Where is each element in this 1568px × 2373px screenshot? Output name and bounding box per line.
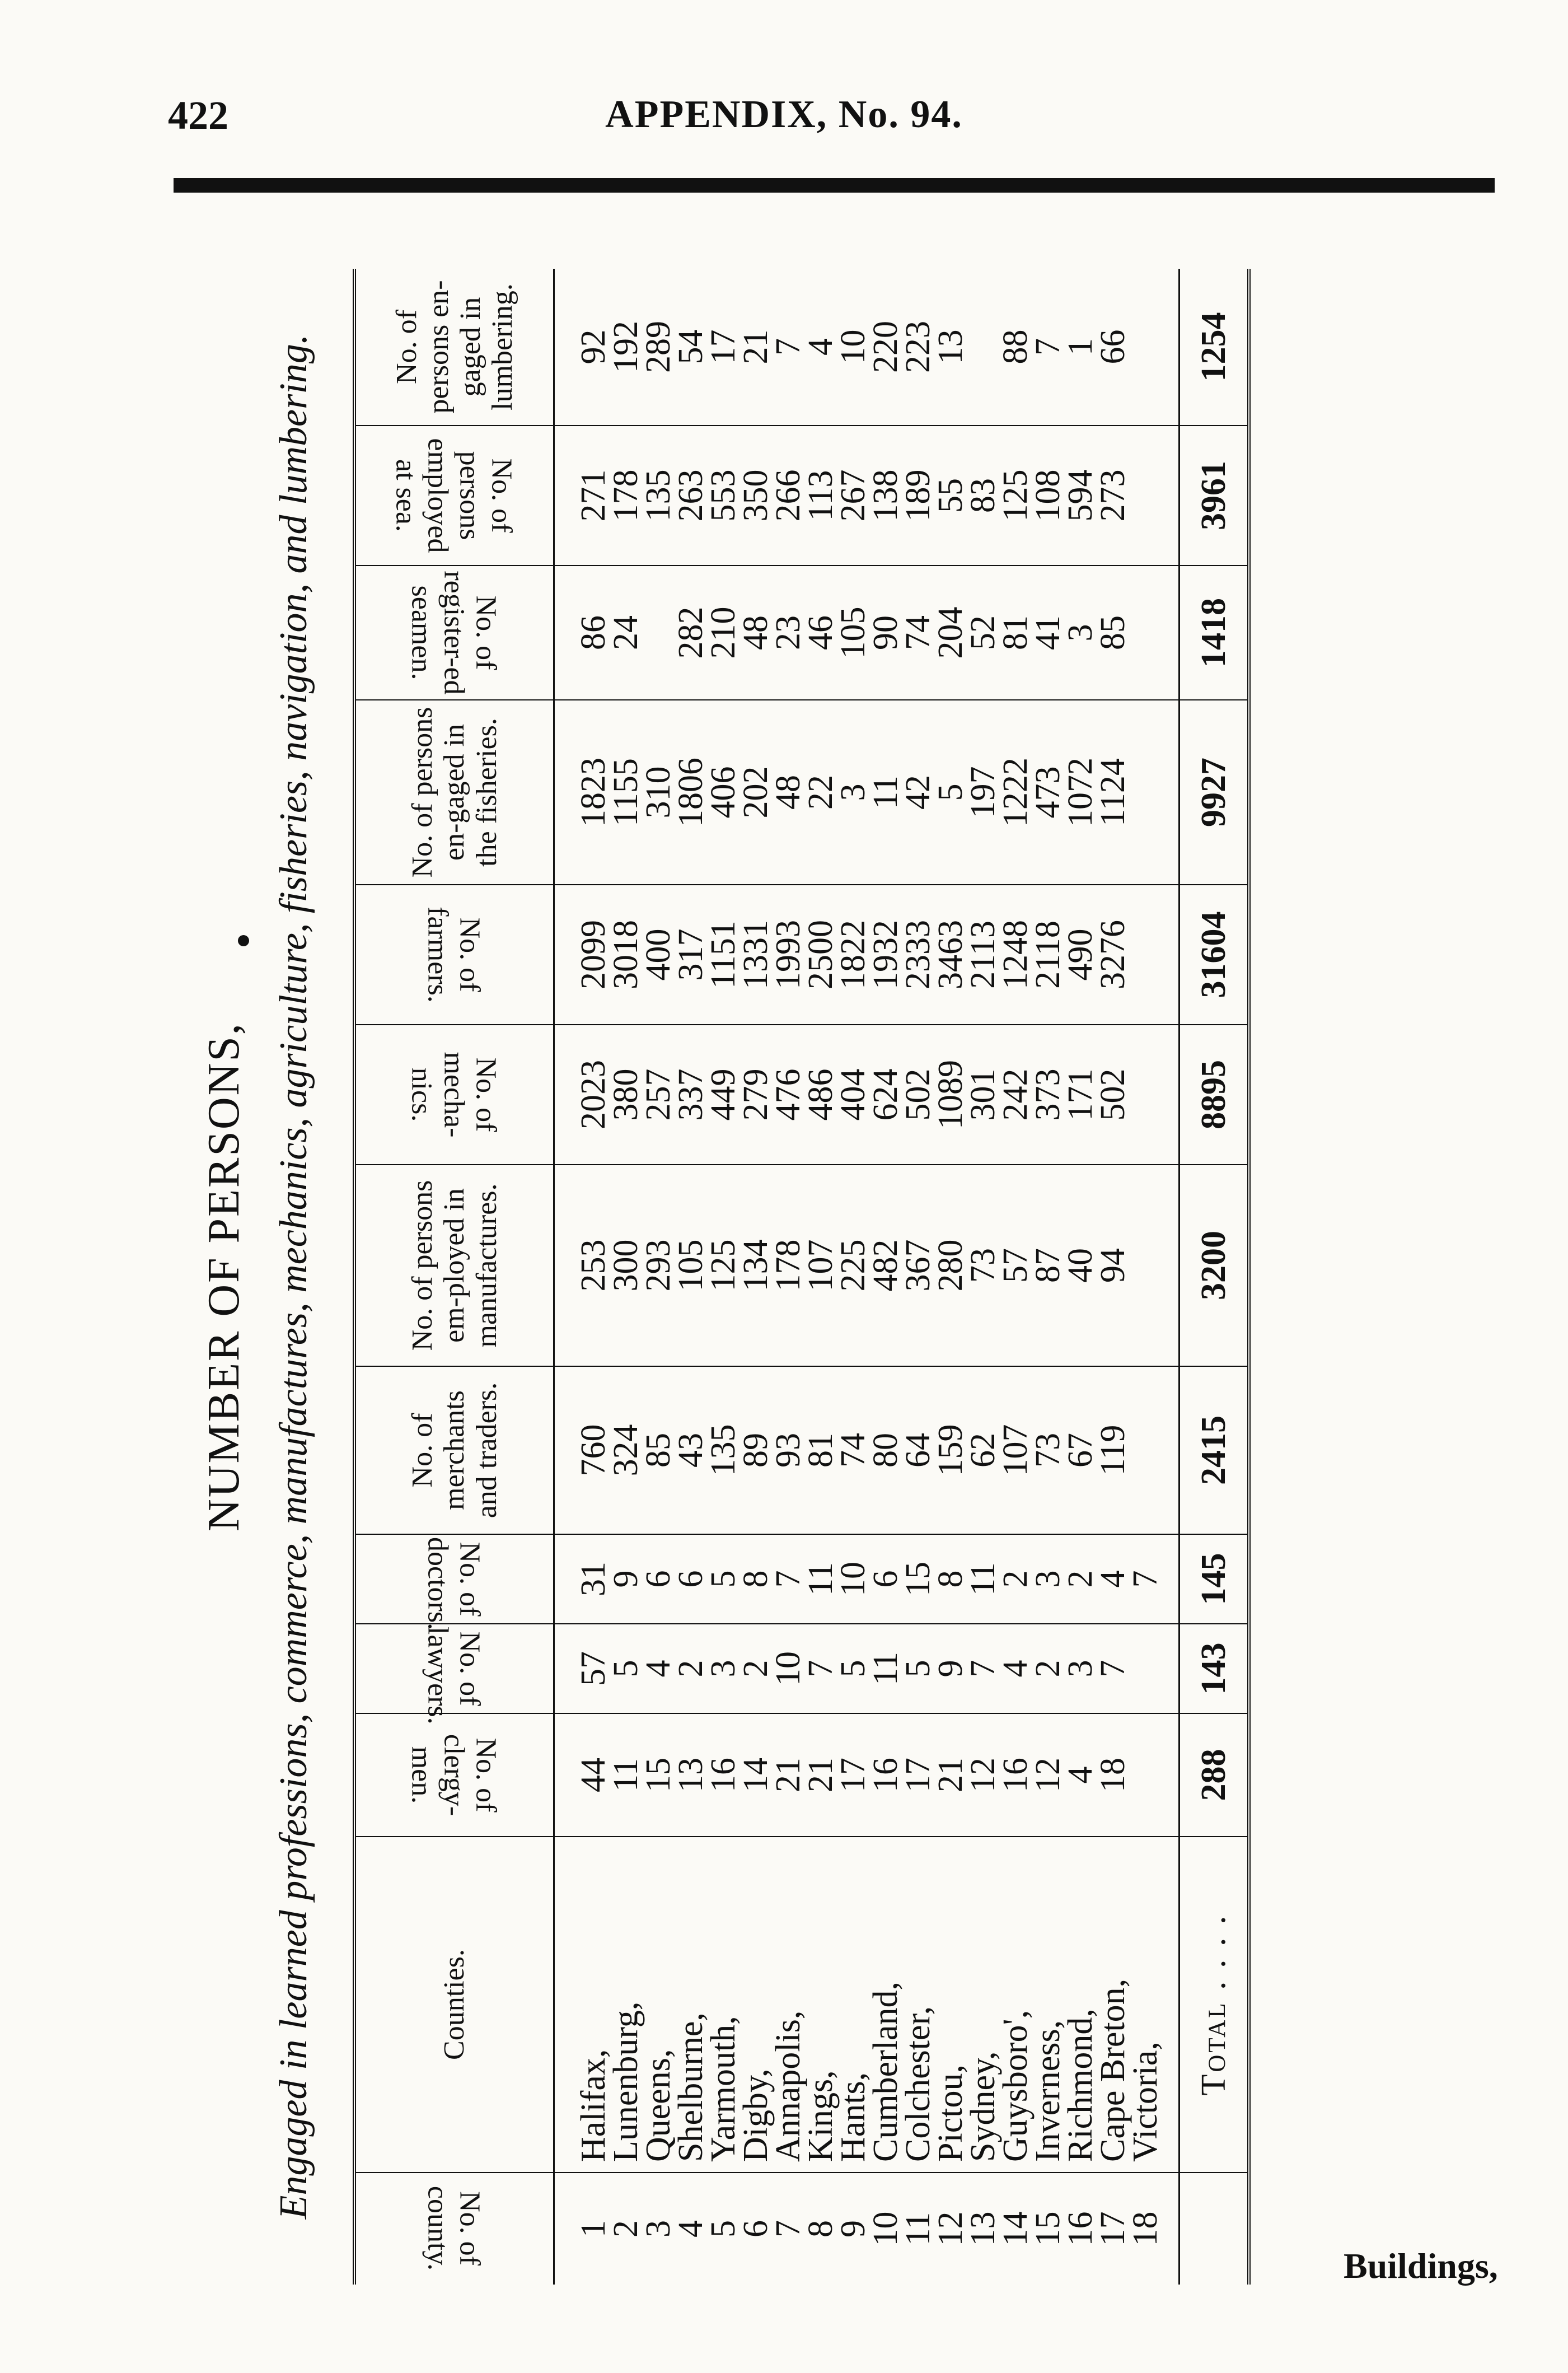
table-cell: 2113: [967, 885, 999, 1025]
table-cell: 267: [837, 426, 869, 566]
table-cell: 279: [739, 1025, 772, 1165]
table-cell: 74: [837, 1366, 869, 1534]
table-row: [739, 269, 772, 2285]
total-cell: 9927: [1179, 700, 1249, 885]
table-cell: 41: [1032, 566, 1064, 700]
table-cell: 2: [1032, 1624, 1064, 1713]
table-cell: 66: [1097, 269, 1129, 426]
table-cell: 134: [739, 1165, 772, 1366]
bullet-mark: [238, 935, 249, 946]
table-cell: 88: [999, 269, 1032, 426]
county-name-cell: Victoria,: [1129, 1837, 1179, 2173]
table-cell: 220: [869, 269, 902, 426]
table-row: [675, 269, 707, 2285]
total-cell: 3961: [1179, 426, 1249, 566]
table-cell: 1806: [675, 700, 707, 885]
county-number-cell: 9: [834, 2220, 872, 2237]
table-cell: [1129, 426, 1179, 566]
table-cell: 1993: [772, 885, 804, 1025]
table-cell: 90: [869, 566, 902, 700]
col-header-merchants: No. of merchants and traders.: [354, 1366, 554, 1534]
table-cell: 12: [967, 1713, 999, 1837]
county-number-cell: 11: [899, 2212, 937, 2246]
table-cell: 6: [642, 1534, 675, 1624]
table-cell: 3276: [1097, 885, 1129, 1025]
table-cell: 64: [902, 1366, 934, 1534]
table-cell: 178: [772, 1165, 804, 1366]
county-name-cell: Halifax,: [554, 1837, 610, 2173]
table-cell: 10: [837, 1534, 869, 1624]
table-cell: 40: [1064, 1165, 1097, 1366]
running-head: APPENDIX, No. 94.: [605, 93, 963, 136]
county-number-cell: 13: [964, 2211, 1002, 2246]
table-cell: 87: [1032, 1165, 1064, 1366]
table-cell: 48: [772, 700, 804, 885]
table-cell: 46: [804, 566, 837, 700]
table-cell: 125: [999, 426, 1032, 566]
table-cell: 17: [707, 269, 739, 426]
table-cell: 1: [1064, 269, 1097, 426]
table-cell: 7: [967, 1624, 999, 1713]
table-cell: [1129, 1165, 1179, 1366]
county-name-cell: Sydney,: [967, 1837, 999, 2173]
table-cell: 189: [902, 426, 934, 566]
table-cell: 273: [1097, 426, 1129, 566]
table-cell: 13: [934, 269, 967, 426]
county-name-cell: Queens,: [642, 1837, 675, 2173]
col-header-counties: Counties.: [354, 1837, 554, 2173]
table-cell: 31: [554, 1534, 610, 1624]
table-cell: 253: [554, 1165, 610, 1366]
table-cell: 197: [967, 700, 999, 885]
table-row: [610, 269, 642, 2285]
table-cell: 74: [902, 566, 934, 700]
county-number-cell: 16: [1061, 2211, 1099, 2246]
county-name-cell: Richmond,: [1064, 1837, 1097, 2173]
table-cell: 17: [902, 1713, 934, 1837]
table-cell: 204: [934, 566, 967, 700]
county-number-cell: 15: [1029, 2211, 1067, 2246]
table-row: [967, 269, 999, 2285]
table-cell: 42: [902, 700, 934, 885]
table-cell: 4: [1064, 1713, 1097, 1837]
table-cell: 400: [642, 885, 675, 1025]
county-number-cell: 8: [802, 2220, 840, 2237]
table-cell: 404: [837, 1025, 869, 1165]
table-cell: 113: [804, 426, 837, 566]
table-cell: 223: [902, 269, 934, 426]
table-cell: 57: [554, 1624, 610, 1713]
table-cell: 6: [675, 1534, 707, 1624]
total-cell: 31604: [1179, 885, 1249, 1025]
table-cell: 449: [707, 1025, 739, 1165]
table-cell: 266: [772, 426, 804, 566]
table-cell: 1823: [554, 700, 610, 885]
table-cell: 81: [804, 1366, 837, 1534]
table-cell: [1129, 1025, 1179, 1165]
col-header-lumbering: No. of persons en-gaged in lumbering.: [354, 269, 554, 426]
county-number-cell: 6: [737, 2220, 775, 2237]
col-header-lawyers: No. of lawyers.: [354, 1624, 554, 1713]
table-cell: 171: [1064, 1025, 1097, 1165]
table-cell: 21: [934, 1713, 967, 1837]
county-number-cell: 14: [996, 2211, 1035, 2246]
table-cell: 86: [554, 566, 610, 700]
table-cell: 3: [1064, 566, 1097, 700]
county-number-cell: 12: [932, 2211, 970, 2246]
table-cell: 1331: [739, 885, 772, 1025]
table-cell: 22: [804, 700, 837, 885]
county-number-cell: 2: [607, 2220, 645, 2237]
table-cell: 135: [642, 426, 675, 566]
table-cell: 5: [837, 1624, 869, 1713]
table-cell: 16: [707, 1713, 739, 1837]
col-header-clergymen: No. of clergy-men.: [354, 1713, 554, 1837]
table-cell: [1129, 1366, 1179, 1534]
county-name-cell: Cape Breton,: [1097, 1837, 1129, 2173]
county-name-cell: Pictou,: [934, 1837, 967, 2173]
table-cell: 263: [675, 426, 707, 566]
table-cell: 271: [554, 426, 610, 566]
table-cell: 282: [675, 566, 707, 700]
table-cell: 3018: [610, 885, 642, 1025]
table-cell: 3463: [934, 885, 967, 1025]
table-row: [999, 269, 1032, 2285]
rotated-table-region: [140, 269, 1472, 2285]
table-cell: 1822: [837, 885, 869, 1025]
table-cell: 406: [707, 700, 739, 885]
table-cell: 225: [837, 1165, 869, 1366]
table-cell: 55: [934, 426, 967, 566]
table-cell: 502: [1097, 1025, 1129, 1165]
table-row: [1129, 269, 1179, 2285]
table-cell: 760: [554, 1366, 610, 1534]
table-cell: 89: [739, 1366, 772, 1534]
table-row: [707, 269, 739, 2285]
total-cell: 1418: [1179, 566, 1249, 700]
table-cell: 192: [610, 269, 642, 426]
col-header-manufactures: No. of persons em-ployed in manufactures.: [354, 1165, 554, 1366]
table-cell: 4: [642, 1624, 675, 1713]
table-cell: 159: [934, 1366, 967, 1534]
table-cell: 5: [610, 1624, 642, 1713]
table-cell: 15: [642, 1713, 675, 1837]
table-cell: 280: [934, 1165, 967, 1366]
table-cell: 21: [739, 269, 772, 426]
table-cell: 80: [869, 1366, 902, 1534]
table-cell: 9: [934, 1624, 967, 1713]
table-cell: 138: [869, 426, 902, 566]
table-cell: 3: [837, 700, 869, 885]
county-name-cell: Cumberland,: [869, 1837, 902, 2173]
table-cell: 2118: [1032, 885, 1064, 1025]
table-cell: 73: [967, 1165, 999, 1366]
table-cell: 5: [707, 1534, 739, 1624]
table-cell: 81: [999, 566, 1032, 700]
table-row: [772, 269, 804, 2285]
table-cell: 1072: [1064, 700, 1097, 885]
total-cell: 1254: [1179, 269, 1249, 426]
table-cell: 11: [967, 1534, 999, 1624]
table-cell: 85: [1097, 566, 1129, 700]
county-number-cell: 5: [704, 2220, 742, 2237]
table-cell: 476: [772, 1025, 804, 1165]
table-cell: 52: [967, 566, 999, 700]
table-cell: 1124: [1097, 700, 1129, 885]
table-cell: 107: [804, 1165, 837, 1366]
table-cell: 242: [999, 1025, 1032, 1165]
table-cell: 8: [934, 1534, 967, 1624]
table-cell: 92: [554, 269, 610, 426]
col-header-mechanics: No. of mecha-nics.: [354, 1025, 554, 1165]
table-cell: 7: [1129, 1534, 1179, 1624]
table-cell: 1248: [999, 885, 1032, 1025]
table-cell: [1129, 566, 1179, 700]
table-cell: 10: [837, 269, 869, 426]
table-cell: 107: [999, 1366, 1032, 1534]
table-cell: 486: [804, 1025, 837, 1165]
table-cell: 12: [1032, 1713, 1064, 1837]
col-header-farmers: No. of farmers.: [354, 885, 554, 1025]
county-name-cell: Digby,: [739, 1837, 772, 2173]
table-cell: [1129, 269, 1179, 426]
table-cell: 553: [707, 426, 739, 566]
total-label: Total . . . .: [1179, 1837, 1249, 2173]
total-row: [1179, 269, 1249, 2285]
county-name-cell: Yarmouth,: [707, 1837, 739, 2173]
page-number: 422: [168, 93, 228, 138]
table-cell: 10: [772, 1624, 804, 1713]
col-header-county-no: No. of county.: [354, 2173, 554, 2285]
table-cell: 4: [999, 1624, 1032, 1713]
table-cell: 317: [675, 885, 707, 1025]
table-cell: 3: [707, 1624, 739, 1713]
table-cell: 502: [902, 1025, 934, 1165]
table-cell: 1155: [610, 700, 642, 885]
table-cell: 5: [902, 1624, 934, 1713]
total-cell: 143: [1179, 1624, 1249, 1713]
table-row: [554, 269, 610, 2285]
table-row: [1064, 269, 1097, 2285]
col-header-employed-at-sea: No. of persons employed at sea.: [354, 426, 554, 566]
table-cell: 48: [739, 566, 772, 700]
table-row: [804, 269, 837, 2285]
table-cell: 7: [772, 269, 804, 426]
table-cell: 490: [1064, 885, 1097, 1025]
total-cell: 145: [1179, 1534, 1249, 1624]
table-cell: 2: [675, 1624, 707, 1713]
table-cell: 18: [1097, 1713, 1129, 1837]
county-name-cell: Inverness,: [1032, 1837, 1064, 2173]
col-header-doctors: No. of doctors.: [354, 1534, 554, 1624]
table-cell: 105: [675, 1165, 707, 1366]
county-name-cell: Lunenburg,: [610, 1837, 642, 2173]
table-cell: [967, 269, 999, 426]
table-row: [837, 269, 869, 2285]
table-cell: 6: [869, 1534, 902, 1624]
table-cell: 24: [610, 566, 642, 700]
total-cell: 288: [1179, 1713, 1249, 1837]
table-cell: 624: [869, 1025, 902, 1165]
table-subtitle: Engaged in learned professions, commerce, manufactures, mechanics, agriculture, fisheries, navigation, and lumbering.: [272, 334, 315, 2220]
table-cell: 310: [642, 700, 675, 885]
table-cell: 54: [675, 269, 707, 426]
total-cell: 8895: [1179, 1025, 1249, 1165]
table-cell: 57: [999, 1165, 1032, 1366]
table-cell: 67: [1064, 1366, 1097, 1534]
table-cell: 380: [610, 1025, 642, 1165]
table-cell: 2: [999, 1534, 1032, 1624]
table-row: [934, 269, 967, 2285]
county-name-cell: Kings,: [804, 1837, 837, 2173]
table-header-row: [354, 269, 554, 2285]
header-rule: [174, 178, 1495, 193]
table-cell: 83: [967, 426, 999, 566]
table-cell: 43: [675, 1366, 707, 1534]
persons-table: [353, 269, 1251, 2285]
table-cell: 11: [804, 1534, 837, 1624]
county-number-cell: 17: [1094, 2211, 1132, 2246]
table-title: NUMBER OF PERSONS,: [199, 1022, 249, 1531]
table-cell: 301: [967, 1025, 999, 1165]
county-number-cell: 10: [867, 2211, 905, 2246]
county-number-cell: 7: [769, 2220, 807, 2237]
county-number-cell: 3: [639, 2220, 677, 2237]
table-cell: 14: [739, 1713, 772, 1837]
table-cell: 202: [739, 700, 772, 885]
county-name-cell: Colchester,: [902, 1837, 934, 2173]
table-cell: 7: [1032, 269, 1064, 426]
table-cell: 85: [642, 1366, 675, 1534]
county-name-cell: Shelburne,: [675, 1837, 707, 2173]
table-cell: 289: [642, 269, 675, 426]
table-cell: 482: [869, 1165, 902, 1366]
table-cell: 16: [999, 1713, 1032, 1837]
table-cell: 23: [772, 566, 804, 700]
table-cell: 21: [804, 1713, 837, 1837]
table-cell: 2: [739, 1624, 772, 1713]
table-cell: 9: [610, 1534, 642, 1624]
table-cell: [1129, 885, 1179, 1025]
table-cell: 2500: [804, 885, 837, 1025]
county-number-cell: 1: [574, 2220, 612, 2237]
table-cell: 1089: [934, 1025, 967, 1165]
table-cell: 324: [610, 1366, 642, 1534]
table-cell: [1129, 700, 1179, 885]
table-cell: 4: [1097, 1534, 1129, 1624]
table-cell: 11: [869, 1624, 902, 1713]
table-row: [869, 269, 902, 2285]
table-cell: 8: [739, 1534, 772, 1624]
table-cell: 16: [869, 1713, 902, 1837]
table-cell: 21: [772, 1713, 804, 1837]
total-cell: 3200: [1179, 1165, 1249, 1366]
table-cell: 2023: [554, 1025, 610, 1165]
table-cell: 4: [804, 269, 837, 426]
table-cell: 178: [610, 426, 642, 566]
table-cell: 367: [902, 1165, 934, 1366]
table-cell: [1129, 1624, 1179, 1713]
table-cell: 2333: [902, 885, 934, 1025]
table-cell: 594: [1064, 426, 1097, 566]
table-cell: 373: [1032, 1025, 1064, 1165]
table-cell: 11: [610, 1713, 642, 1837]
table-cell: 105: [837, 566, 869, 700]
table-cell: [1129, 1713, 1179, 1837]
table-cell: 73: [1032, 1366, 1064, 1534]
county-name-cell: Guysboro',: [999, 1837, 1032, 2173]
table-cell: 1222: [999, 700, 1032, 885]
total-cell: 2415: [1179, 1366, 1249, 1534]
table-cell: 210: [707, 566, 739, 700]
table-cell: 62: [967, 1366, 999, 1534]
table-cell: 2: [1064, 1534, 1097, 1624]
table-cell: 17: [837, 1713, 869, 1837]
table-cell: 300: [610, 1165, 642, 1366]
table-cell: 5: [934, 700, 967, 885]
table-cell: 15: [902, 1534, 934, 1624]
col-header-fisheries: No. of persons en-gaged in the fisheries.: [354, 700, 554, 885]
table-cell: 1151: [707, 885, 739, 1025]
county-name-cell: Hants,: [837, 1837, 869, 2173]
table-cell: 1932: [869, 885, 902, 1025]
table-cell: 11: [869, 700, 902, 885]
table-row: [902, 269, 934, 2285]
col-header-seamen: No. of register-ed seamen.: [354, 566, 554, 700]
table-cell: [642, 566, 675, 700]
table-cell: 293: [642, 1165, 675, 1366]
table-cell: 135: [707, 1366, 739, 1534]
table-cell: 3: [1064, 1624, 1097, 1713]
table-cell: 7: [804, 1624, 837, 1713]
table-cell: 2099: [554, 885, 610, 1025]
table-cell: 7: [772, 1534, 804, 1624]
table-row: [1032, 269, 1064, 2285]
table-cell: 7: [1097, 1624, 1129, 1713]
table-row: [642, 269, 675, 2285]
catchword: Buildings,: [1344, 2246, 1498, 2286]
county-number-cell: 4: [672, 2220, 710, 2237]
county-number-cell: 18: [1126, 2211, 1164, 2246]
table-cell: 13: [675, 1713, 707, 1837]
table-cell: 3: [1032, 1534, 1064, 1624]
total-spacer: [1179, 2173, 1249, 2285]
table-cell: 94: [1097, 1165, 1129, 1366]
county-name-cell: Annapolis,: [772, 1837, 804, 2173]
table-cell: 119: [1097, 1366, 1129, 1534]
table-cell: 257: [642, 1025, 675, 1165]
table-row: [1097, 269, 1129, 2285]
table-cell: 350: [739, 426, 772, 566]
table-cell: 93: [772, 1366, 804, 1534]
table-cell: 337: [675, 1025, 707, 1165]
table-cell: 44: [554, 1713, 610, 1837]
table-cell: 473: [1032, 700, 1064, 885]
table-cell: 108: [1032, 426, 1064, 566]
table-cell: 125: [707, 1165, 739, 1366]
